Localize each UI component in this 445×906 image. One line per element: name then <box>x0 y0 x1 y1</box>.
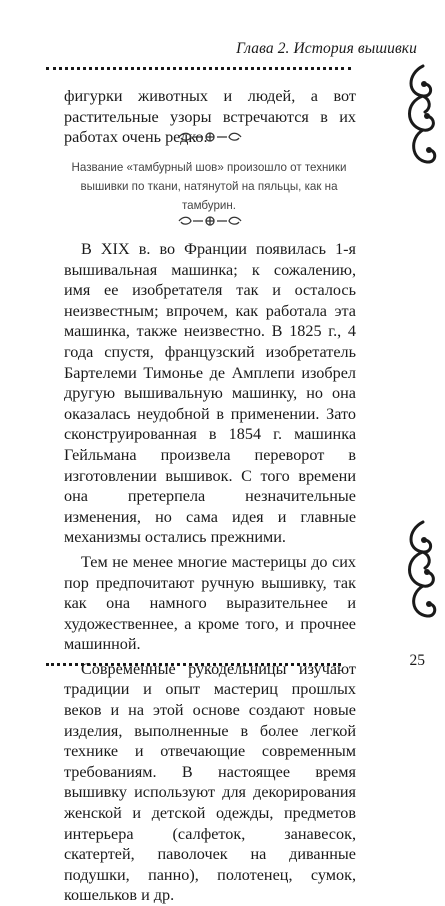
main-text <box>64 239 356 906</box>
header-dotted-rule <box>46 67 351 70</box>
body-paragraph: Современные рукодельницы изучают традиции и опыт мастериц прошлых веков и на этой основе создают новые изделия, выполненные в более легкой технике и отвечающие современным требованиям. В настоящее время вышивку используют для декорирования женской и детской одежды, предметов интерьера (салфеток, занавесок, скатертей, паволочек на диванные подушки, панно), полотенец, сумок, кошельков и др. <box>64 659 356 905</box>
page-number: 25 <box>409 652 425 669</box>
intro-paragraph: фигурки животных и людей, а вот растительные узоры встречаются в их работах очень редко. <box>64 87 356 147</box>
scroll-flourish-icon <box>393 64 445 166</box>
flourish-divider-icon <box>175 131 245 143</box>
chapter-title: Глава 2. История вышивки <box>236 40 417 57</box>
scroll-flourish-icon <box>393 520 445 620</box>
flourish-divider-icon <box>175 215 245 227</box>
body-paragraph: В XIX в. во Франции появилась 1-я вышивальная машинка; к сожалению, имя ее изобретателя так и осталось неизвестным; впрочем, как работала эта машинка, также неизвестно. В 1825 г., 4 года спустя, французский изобретатель Бартелеми Тимонье де Амплепи изобрел другую вышивальную машинку, но она оказалась неудобной в применении. Зато сконструированная в 1854 г. машинка Гейльмана произвела переворот в изготовлении вышивок. С того времени она претерпела незначительные изменения, но сама идея и главные механизмы остались прежними. <box>64 240 356 547</box>
sidebar-note: Название «тамбурный шов» произошло от техники вышивки по ткани, натянутой на пяльцы, как на тамбурин. <box>71 161 347 212</box>
footer-dotted-rule <box>46 663 341 666</box>
body-paragraph: Тем не менее многие мастерицы до сих пор предпочитают ручную вышивку, так как она намного выразительнее и художественнее, а кроме того, и прочнее машинной. <box>64 552 356 654</box>
